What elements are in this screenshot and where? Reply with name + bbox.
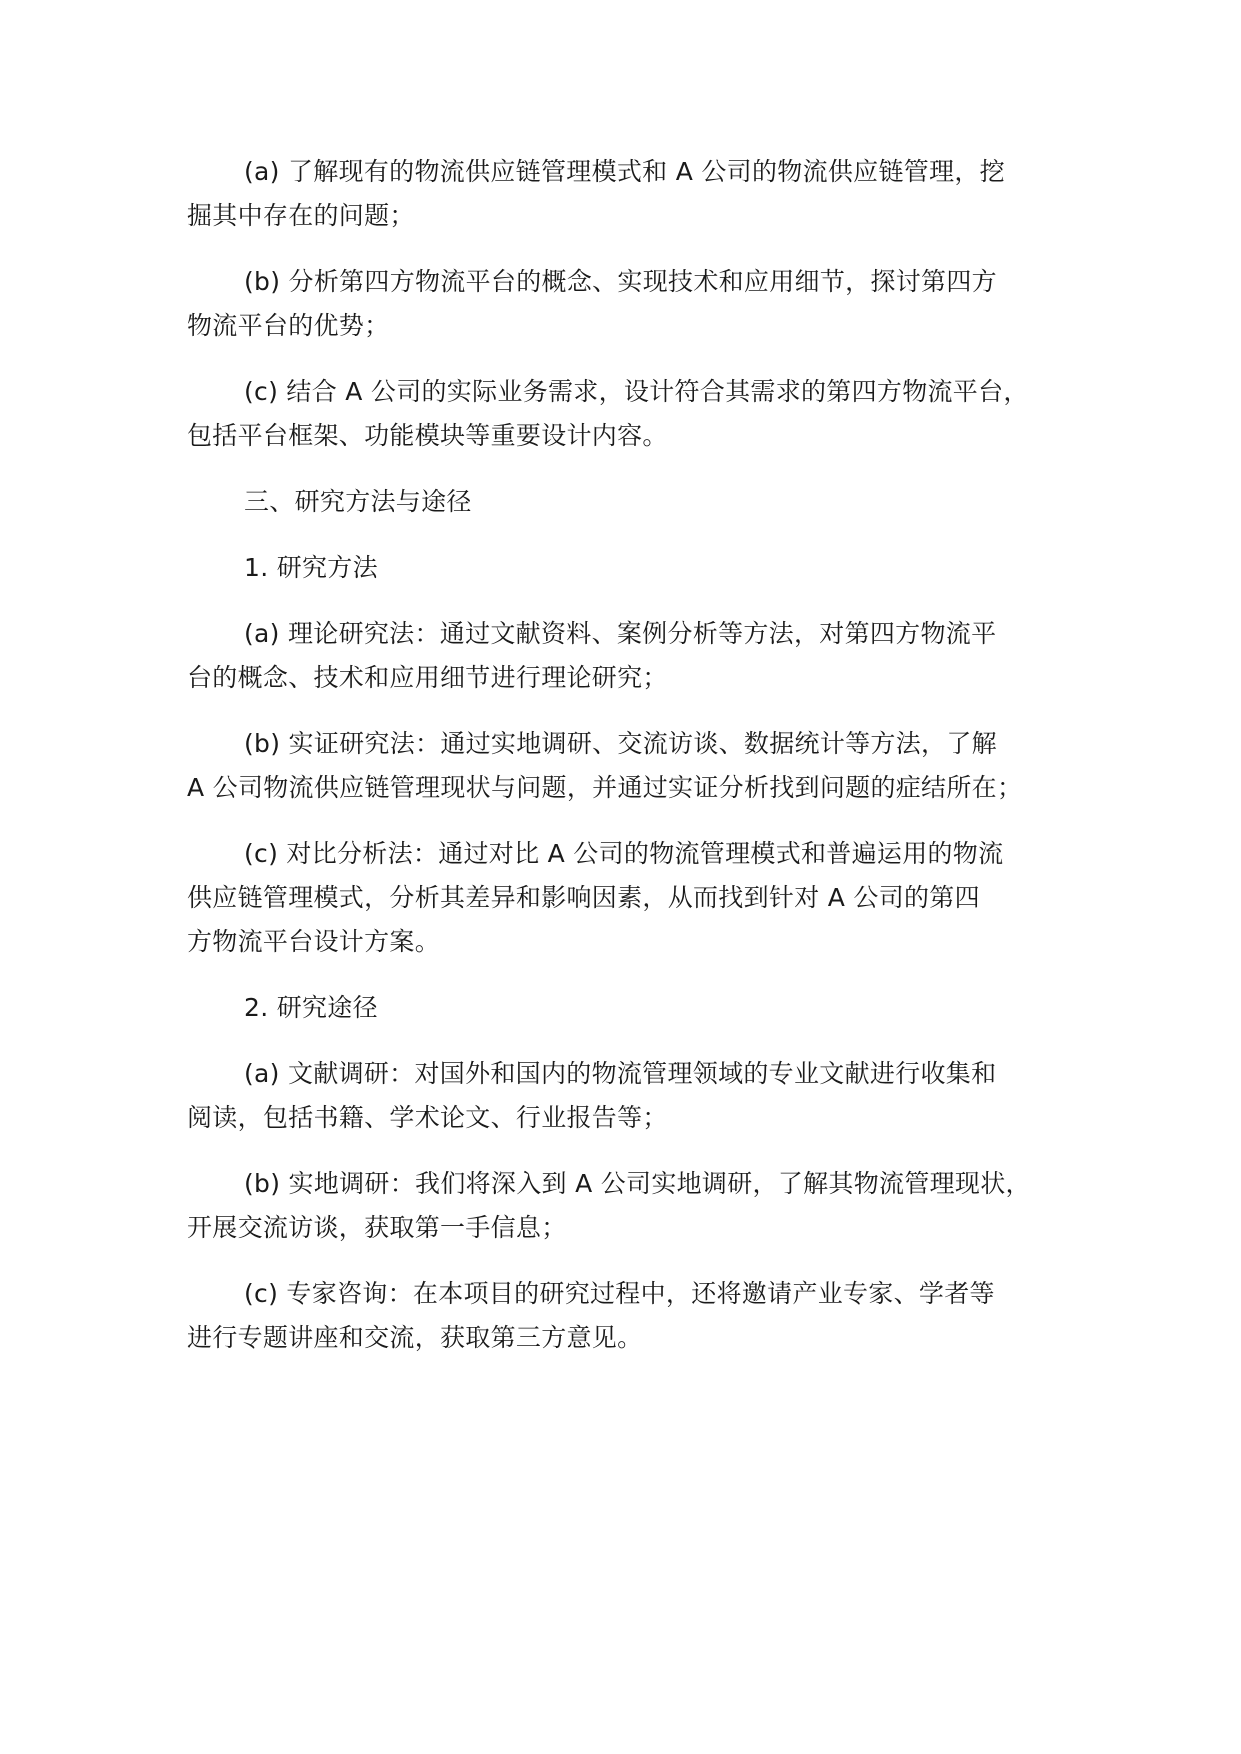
method-b-line-2: A 公司物流供应链管理现状与问题，并通过实证分析找到问题的症结所在； [187,773,1023,802]
method-c-line-2: 供应链管理模式，分析其差异和影响因素，从而找到针对 A 公司的第四 [187,883,980,912]
objective-c-line-2: 包括平台框架、功能模块等重要设计内容。 [187,421,668,450]
method-b-paragraph [187,722,1067,810]
approach-b-paragraph [187,1162,1067,1250]
approach-a-paragraph [187,1052,1067,1140]
subsection-heading-research-methods: 1. 研究方法 [244,553,378,582]
approach-c-line-2: 进行专题讲座和交流，获取第三方意见。 [187,1323,643,1352]
section-heading-methods: 三、研究方法与途径 [244,487,472,516]
method-c-line-1: (c) 对比分析法：通过对比 A 公司的物流管理模式和普遍运用的物流 [244,839,1004,868]
approach-c-paragraph [187,1272,1067,1360]
method-a-line-2: 台的概念、技术和应用细节进行理论研究； [187,663,668,692]
subsection-heading-research-approaches: 2. 研究途径 [244,993,378,1022]
objective-a-line-2: 掘其中存在的问题； [187,201,415,230]
objective-c-line-1: (c) 结合 A 公司的实际业务需求，设计符合其需求的第四方物流平台， [244,377,1029,406]
method-a-paragraph [187,612,1067,700]
method-b-line-1: (b) 实证研究法：通过实地调研、交流访谈、数据统计等方法，了解 [244,729,997,758]
approach-b-line-2: 开展交流访谈，获取第一手信息； [187,1213,567,1242]
document-body [187,150,1067,1382]
method-a-line-1: (a) 理论研究法：通过文献资料、案例分析等方法，对第四方物流平 [244,619,997,648]
approach-b-line-1: (b) 实地调研：我们将深入到 A 公司实地调研，了解其物流管理现状， [244,1169,1031,1198]
objective-c-paragraph [187,370,1067,458]
method-c-line-3: 方物流平台设计方案。 [187,927,441,956]
method-c-paragraph [187,832,1067,964]
objective-a-line-1: (a) 了解现有的物流供应链管理模式和 A 公司的物流供应链管理，挖 [244,157,1005,186]
objective-b-line-2: 物流平台的优势； [187,311,390,340]
objective-a-paragraph [187,150,1067,238]
approach-a-line-1: (a) 文献调研：对国外和国内的物流管理领域的专业文献进行收集和 [244,1059,997,1088]
objective-b-line-1: (b) 分析第四方物流平台的概念、实现技术和应用细节，探讨第四方 [244,267,997,296]
objective-b-paragraph [187,260,1067,348]
approach-a-line-2: 阅读，包括书籍、学术论文、行业报告等； [187,1103,668,1132]
approach-c-line-1: (c) 专家咨询：在本项目的研究过程中，还将邀请产业专家、学者等 [244,1279,995,1308]
